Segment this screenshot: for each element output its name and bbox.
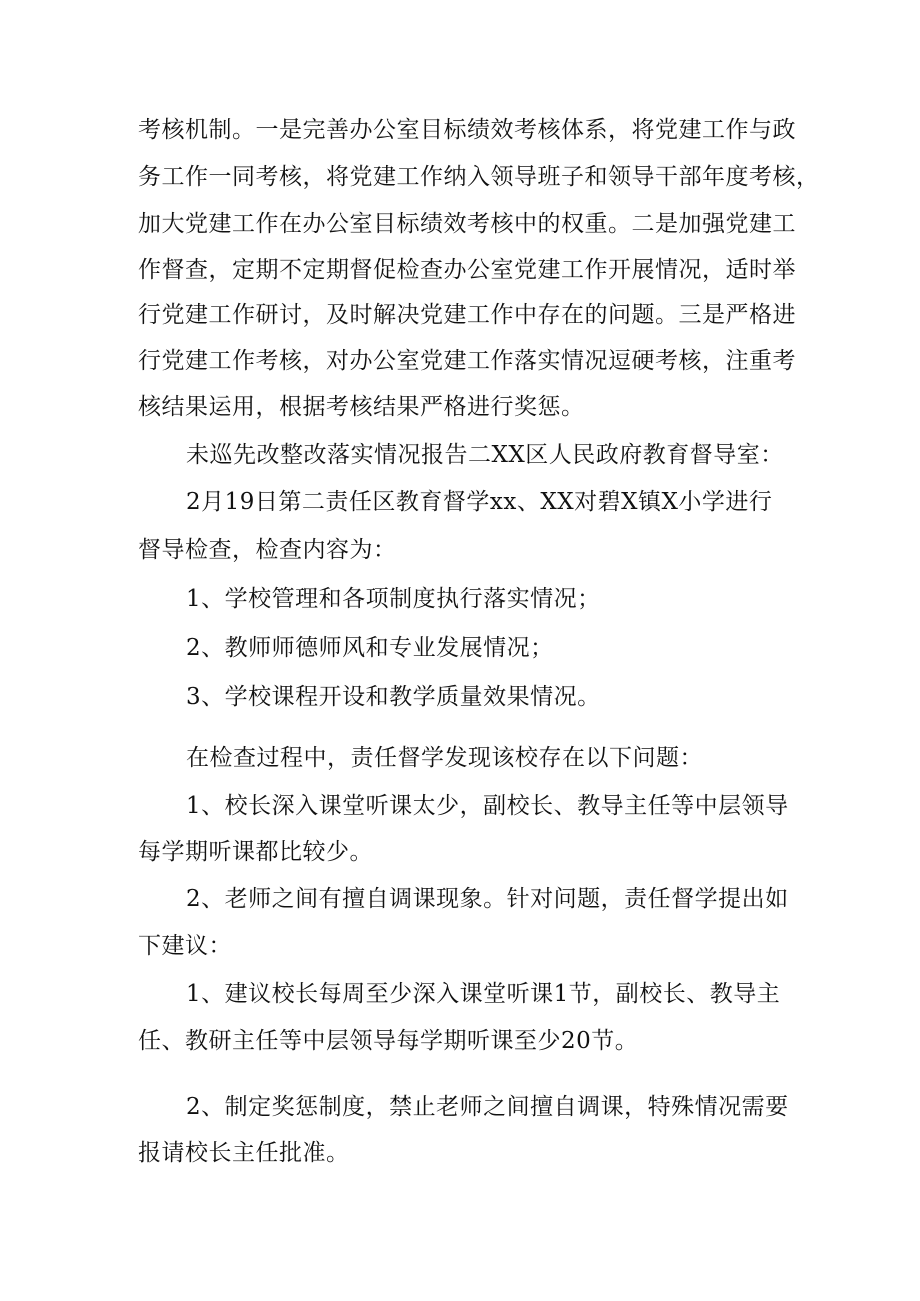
- list-item: 2、老师之间有擅自调课现象。针对问题，责任督学提出如: [186, 886, 789, 912]
- list-item: 1、学校管理和各项制度执行落实情况；: [186, 586, 601, 612]
- paragraph-line: 考核机制。一是完善办公室目标绩效考核体系，将党建工作与政: [138, 117, 796, 143]
- list-item: 3、学校课程开设和教学质量效果情况。: [186, 684, 601, 710]
- paragraph-line: 任、教研主任等中层领导每学期听课至少20节。: [138, 1028, 639, 1054]
- list-item: 2、教师师德师风和专业发展情况；: [186, 635, 554, 661]
- report-title-line: 未巡先改整改落实情况报告二XX区人民政府教育督导室：: [186, 442, 784, 468]
- list-item: 1、校长深入课堂听课太少，副校长、教导主任等中层领导: [186, 793, 789, 819]
- paragraph-line: 每学期听课都比较少。: [138, 839, 373, 865]
- paragraph-line: 在检查过程中，责任督学发现该校存在以下问题：: [186, 745, 703, 771]
- list-item: 2、制定奖惩制度，禁止老师之间擅自调课，特殊情况需要: [186, 1094, 789, 1120]
- list-item: 1、建议校长每周至少深入课堂听课1节，副校长、教导主: [186, 981, 781, 1007]
- paragraph-line: 报请校长主任批准。: [138, 1140, 350, 1166]
- paragraph-line: 下建议：: [138, 933, 232, 959]
- paragraph-line: 督导检查，检查内容为：: [138, 537, 397, 563]
- paragraph-line: 加大党建工作在办公室目标绩效考核中的权重。二是加强党建工: [138, 211, 796, 237]
- paragraph-line: 2月19日第二责任区教育督学xx、XX对碧X镇X小学进行: [186, 489, 773, 515]
- paragraph-line: 行党建工作考核，对办公室党建工作落实情况逗硬考核，注重考: [138, 348, 796, 374]
- paragraph-line: 务工作一同考核，将党建工作纳入领导班子和领导干部年度考核，: [138, 164, 820, 190]
- paragraph-line: 行党建工作研讨，及时解决党建工作中存在的问题。三是严格进: [138, 302, 796, 328]
- paragraph-line: 作督查，定期不定期督促检查办公室党建工作开展情况，适时举: [138, 257, 796, 283]
- paragraph-line: 核结果运用，根据考核结果严格进行奖惩。: [138, 394, 585, 420]
